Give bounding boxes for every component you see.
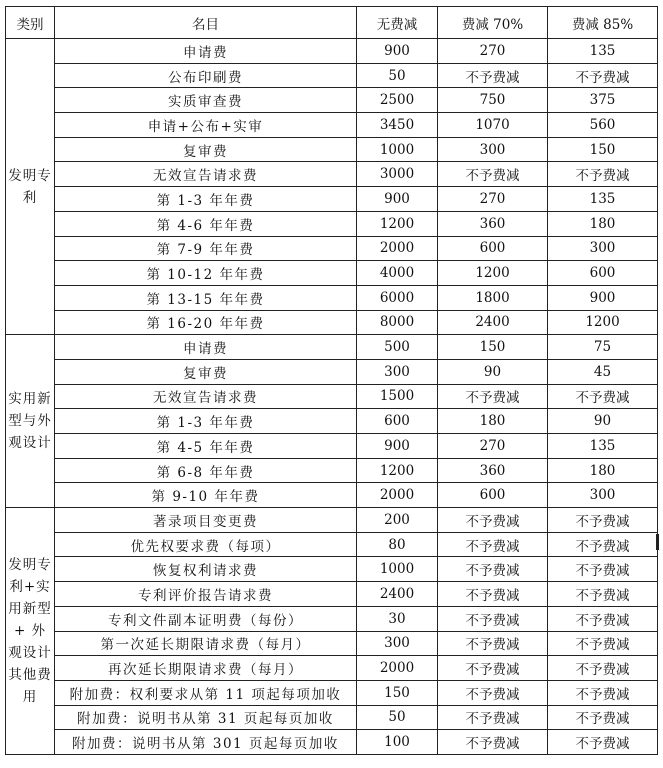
no-reduction-cell: 200 <box>357 508 438 533</box>
reduction-85-cell: 150 <box>548 137 658 162</box>
reduction-70-cell: 150 <box>438 335 548 360</box>
fee-item-name: 优先权要求费（每项） <box>55 532 357 557</box>
reduction-85-cell: 不予费减 <box>548 730 658 755</box>
reduction-70-cell: 不予费减 <box>438 606 548 631</box>
fee-item-name: 申请费 <box>55 335 357 360</box>
table-row <box>6 335 658 360</box>
no-reduction-cell: 4000 <box>357 261 438 286</box>
no-reduction-cell: 300 <box>357 631 438 656</box>
reduction-70-cell: 600 <box>438 483 548 508</box>
fee-item-name: 复审费 <box>55 137 357 162</box>
fee-item-name: 实质审查费 <box>55 88 357 113</box>
reduction-85-cell: 45 <box>548 359 658 384</box>
no-reduction-cell: 1500 <box>357 384 438 409</box>
reduction-70-cell: 不予费减 <box>438 162 548 187</box>
reduction-70-cell: 不予费减 <box>438 532 548 557</box>
reduction-70-cell: 不予费减 <box>438 656 548 681</box>
table-row <box>6 113 658 138</box>
table-row <box>6 705 658 730</box>
fee-item-name: 第 13-15 年年费 <box>55 285 357 310</box>
fee-item-name: 专利文件副本证明费（每份） <box>55 606 357 631</box>
fee-item-name: 无效宣告请求费 <box>55 384 357 409</box>
no-reduction-cell: 1200 <box>357 211 438 236</box>
table-row <box>6 730 658 755</box>
fee-item-name: 恢复权利请求费 <box>55 557 357 582</box>
fee-table <box>5 6 658 755</box>
fee-item-name: 附加费：说明书从第 301 页起每页加收 <box>55 730 357 755</box>
header-reduction-70: 费减 70% <box>438 7 548 39</box>
table-row <box>6 137 658 162</box>
fee-item-name: 公布印刷费 <box>55 63 357 88</box>
no-reduction-cell: 8000 <box>357 310 438 335</box>
no-reduction-cell: 300 <box>357 359 438 384</box>
table-row <box>6 557 658 582</box>
category-cell: 实用新型与外观设计 <box>6 335 55 508</box>
fee-item-name: 第 7-9 年年费 <box>55 236 357 261</box>
reduction-85-cell: 不予费减 <box>548 63 658 88</box>
fee-item-name: 附加费：权利要求从第 11 项起每项加收 <box>55 680 357 705</box>
reduction-85-cell: 300 <box>548 236 658 261</box>
fee-item-name: 第一次延长期限请求费（每月） <box>55 631 357 656</box>
reduction-85-cell: 900 <box>548 285 658 310</box>
reduction-70-cell: 1200 <box>438 261 548 286</box>
fee-item-name: 第 4-5 年年费 <box>55 434 357 459</box>
table-row <box>6 606 658 631</box>
table-row <box>6 434 658 459</box>
reduction-70-cell: 不予费减 <box>438 705 548 730</box>
reduction-85-cell: 600 <box>548 261 658 286</box>
header-item: 名目 <box>55 7 357 39</box>
no-reduction-cell: 50 <box>357 705 438 730</box>
reduction-70-cell: 300 <box>438 137 548 162</box>
reduction-70-cell: 不予费减 <box>438 680 548 705</box>
reduction-70-cell: 270 <box>438 187 548 212</box>
reduction-70-cell: 360 <box>438 458 548 483</box>
reduction-85-cell: 180 <box>548 458 658 483</box>
reduction-85-cell: 不予费减 <box>548 606 658 631</box>
table-row <box>6 458 658 483</box>
table-row <box>6 384 658 409</box>
no-reduction-cell: 3450 <box>357 113 438 138</box>
fee-item-name: 第 10-12 年年费 <box>55 261 357 286</box>
fee-item-name: 复审费 <box>55 359 357 384</box>
fee-item-name: 附加费：说明书从第 31 页起每页加收 <box>55 705 357 730</box>
reduction-85-cell: 560 <box>548 113 658 138</box>
no-reduction-cell: 80 <box>357 532 438 557</box>
table-row <box>6 162 658 187</box>
fee-item-name: 申请+公布+实审 <box>55 113 357 138</box>
reduction-70-cell: 不予费减 <box>438 582 548 607</box>
table-row <box>6 187 658 212</box>
reduction-70-cell: 不予费减 <box>438 63 548 88</box>
table-row <box>6 656 658 681</box>
fee-item-name: 再次延长期限请求费（每月） <box>55 656 357 681</box>
no-reduction-cell: 100 <box>357 730 438 755</box>
fee-item-name: 第 16-20 年年费 <box>55 310 357 335</box>
no-reduction-cell: 2400 <box>357 582 438 607</box>
table-row <box>6 680 658 705</box>
header-reduction-85: 费减 85% <box>548 7 658 39</box>
no-reduction-cell: 1000 <box>357 137 438 162</box>
reduction-70-cell: 不予费减 <box>438 557 548 582</box>
no-reduction-cell: 900 <box>357 434 438 459</box>
table-row <box>6 483 658 508</box>
reduction-70-cell: 1800 <box>438 285 548 310</box>
no-reduction-cell: 2500 <box>357 88 438 113</box>
table-row <box>6 359 658 384</box>
reduction-70-cell: 不予费减 <box>438 384 548 409</box>
reduction-85-cell: 不予费减 <box>548 384 658 409</box>
reduction-85-cell: 135 <box>548 434 658 459</box>
reduction-70-cell: 90 <box>438 359 548 384</box>
edge-mark <box>656 534 659 550</box>
fee-item-name: 无效宣告请求费 <box>55 162 357 187</box>
fee-item-name: 第 4-6 年年费 <box>55 211 357 236</box>
no-reduction-cell: 6000 <box>357 285 438 310</box>
reduction-85-cell: 不予费减 <box>548 705 658 730</box>
table-row <box>6 261 658 286</box>
table-row <box>6 508 658 533</box>
fee-item-name: 专利评价报告请求费 <box>55 582 357 607</box>
reduction-85-cell: 135 <box>548 187 658 212</box>
table-row <box>6 211 658 236</box>
table-row <box>6 631 658 656</box>
reduction-85-cell: 75 <box>548 335 658 360</box>
reduction-70-cell: 180 <box>438 409 548 434</box>
no-reduction-cell: 150 <box>357 680 438 705</box>
reduction-70-cell: 不予费减 <box>438 508 548 533</box>
fee-item-name: 第 1-3 年年费 <box>55 187 357 212</box>
reduction-70-cell: 不予费减 <box>438 730 548 755</box>
reduction-70-cell: 2400 <box>438 310 548 335</box>
table-row <box>6 88 658 113</box>
reduction-85-cell: 不予费减 <box>548 656 658 681</box>
reduction-85-cell: 不予费减 <box>548 631 658 656</box>
no-reduction-cell: 2000 <box>357 483 438 508</box>
reduction-85-cell: 90 <box>548 409 658 434</box>
no-reduction-cell: 1200 <box>357 458 438 483</box>
reduction-85-cell: 不予费减 <box>548 532 658 557</box>
no-reduction-cell: 1000 <box>357 557 438 582</box>
reduction-70-cell: 270 <box>438 39 548 64</box>
no-reduction-cell: 2000 <box>357 656 438 681</box>
table-row <box>6 310 658 335</box>
reduction-85-cell: 不予费减 <box>548 162 658 187</box>
reduction-85-cell: 不予费减 <box>548 582 658 607</box>
reduction-70-cell: 600 <box>438 236 548 261</box>
fee-table-body <box>6 39 658 755</box>
table-row <box>6 409 658 434</box>
no-reduction-cell: 50 <box>357 63 438 88</box>
no-reduction-cell: 3000 <box>357 162 438 187</box>
reduction-85-cell: 1200 <box>548 310 658 335</box>
no-reduction-cell: 2000 <box>357 236 438 261</box>
fee-item-name: 申请费 <box>55 39 357 64</box>
reduction-85-cell: 135 <box>548 39 658 64</box>
table-row <box>6 532 658 557</box>
fee-item-name: 第 9-10 年年费 <box>55 483 357 508</box>
reduction-70-cell: 1070 <box>438 113 548 138</box>
no-reduction-cell: 900 <box>357 39 438 64</box>
no-reduction-cell: 30 <box>357 606 438 631</box>
reduction-85-cell: 不予费减 <box>548 557 658 582</box>
reduction-85-cell: 不予费减 <box>548 680 658 705</box>
reduction-70-cell: 360 <box>438 211 548 236</box>
no-reduction-cell: 600 <box>357 409 438 434</box>
category-cell: 发明专利+实用新型+ 外观设计 其他费用 <box>6 508 55 755</box>
table-row <box>6 582 658 607</box>
header-category: 类别 <box>6 7 55 39</box>
header-row <box>6 7 658 39</box>
reduction-70-cell: 不予费减 <box>438 631 548 656</box>
reduction-85-cell: 300 <box>548 483 658 508</box>
no-reduction-cell: 900 <box>357 187 438 212</box>
reduction-85-cell: 不予费减 <box>548 508 658 533</box>
table-row <box>6 236 658 261</box>
category-cell: 发明专利 <box>6 39 55 335</box>
fee-item-name: 著录项目变更费 <box>55 508 357 533</box>
reduction-85-cell: 180 <box>548 211 658 236</box>
reduction-70-cell: 270 <box>438 434 548 459</box>
table-row <box>6 63 658 88</box>
table-row <box>6 285 658 310</box>
fee-item-name: 第 1-3 年年费 <box>55 409 357 434</box>
reduction-70-cell: 750 <box>438 88 548 113</box>
no-reduction-cell: 500 <box>357 335 438 360</box>
reduction-85-cell: 375 <box>548 88 658 113</box>
table-row <box>6 39 658 64</box>
fee-item-name: 第 6-8 年年费 <box>55 458 357 483</box>
header-no-reduction: 无费减 <box>357 7 438 39</box>
